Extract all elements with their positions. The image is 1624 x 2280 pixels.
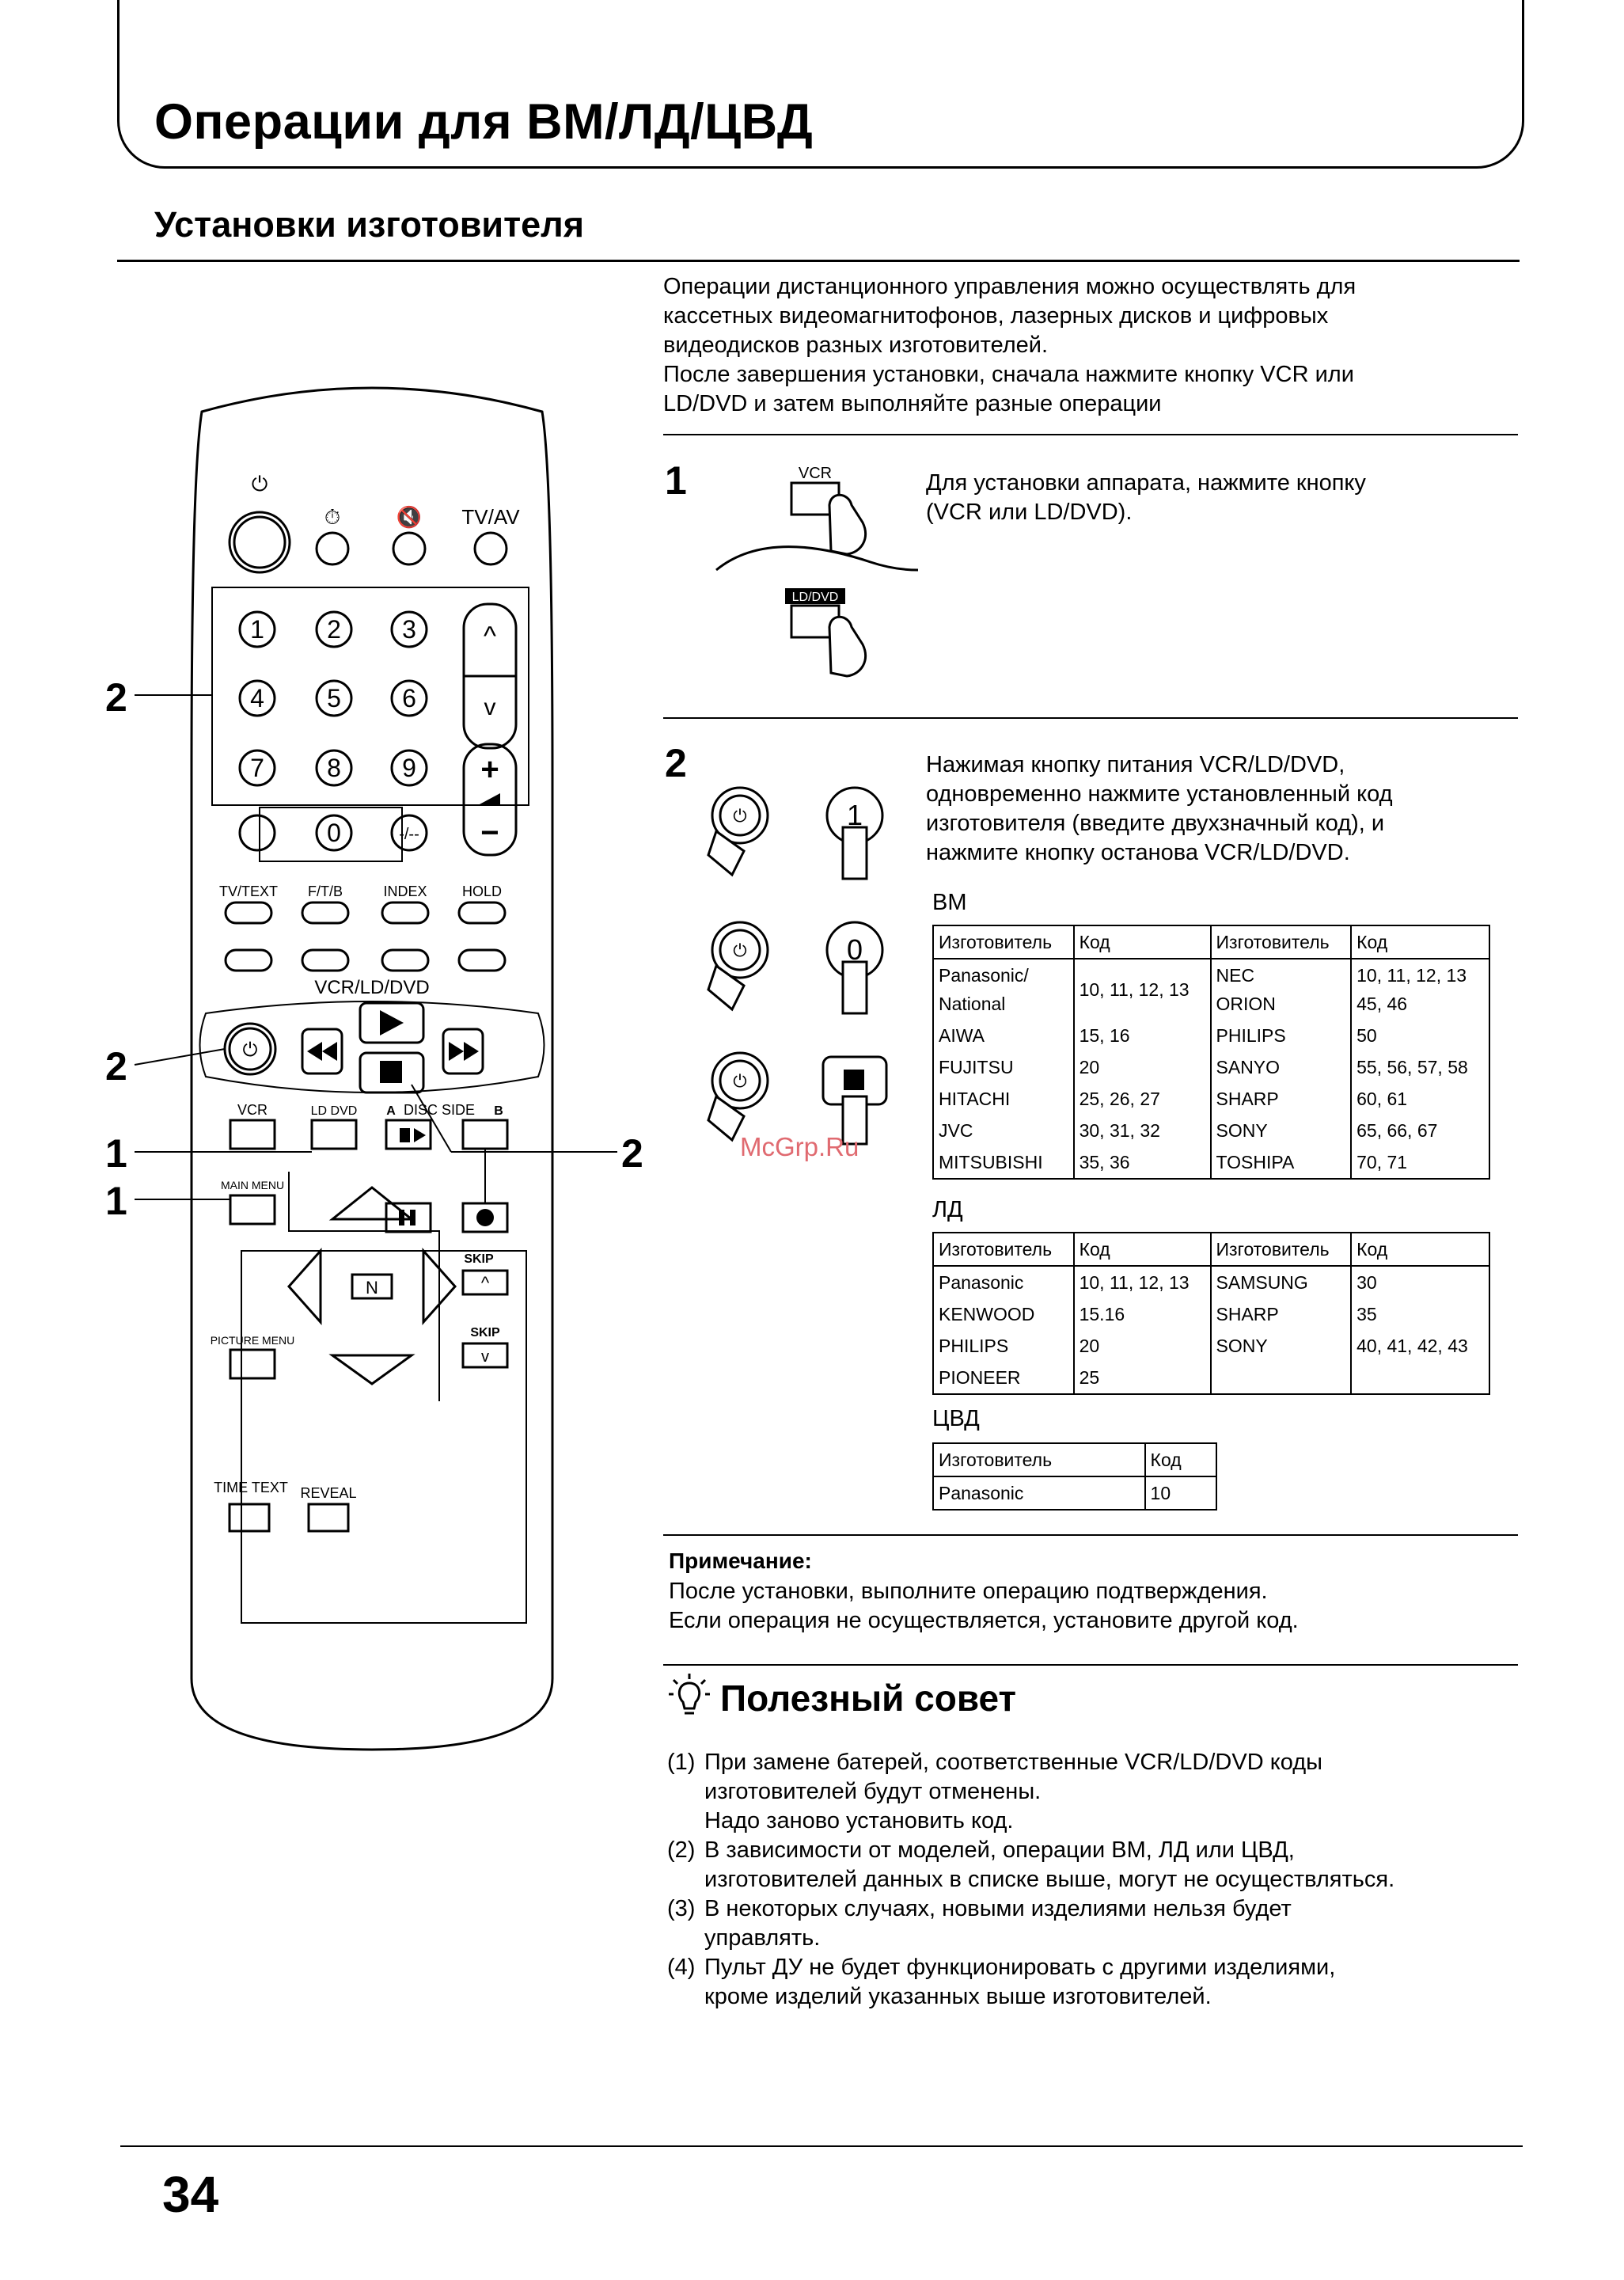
maker-cell: SHARP [1211,1083,1352,1115]
code-cell: 30, 31, 32 [1074,1115,1211,1146]
skip-down-label: v [481,1348,489,1366]
step2-rule [663,717,1518,719]
table-header: Изготовитель [933,1233,1074,1266]
table-row [933,1476,1216,1510]
hold-button [459,902,505,923]
stop-icon [380,1061,402,1083]
tip-line: Надо заново установить код. [704,1808,1014,1834]
tip-line: изготовителей данных в списке выше, могут не осуществляться. [704,1867,1395,1892]
ld-table-heading: ЛД [932,1197,963,1222]
record-icon [476,1209,494,1226]
callout-power: 2 [105,1044,127,1089]
maker-cell [1211,1362,1352,1394]
off-timer-button [317,533,348,564]
step1-text [926,469,1366,527]
maker-cell: PHILIPS [1211,1020,1352,1051]
step2-line: нажмите кнопку останова VCR/LD/DVD. [926,840,1350,865]
tv-av-button [475,533,507,564]
section-title: Установки изготовителя [154,204,584,245]
ftb-label: F/T/B [308,884,343,899]
vcr-code-table [932,925,1490,1180]
code-cell: 70, 71 [1351,1146,1489,1179]
yellow-button [382,950,428,971]
nav-left-button [289,1251,321,1322]
tv-av-label: TV/AV [461,505,520,529]
maker-cell: KENWOOD [933,1298,1074,1330]
power-symbol: ⏻ [251,472,268,496]
vcr-table-heading: ВМ [932,890,967,915]
pause-icon [410,1210,415,1226]
volume-down-label: − [480,815,499,850]
table-header: Код [1074,925,1211,959]
n-label: N [366,1278,378,1298]
digit-label: 1 [250,615,264,644]
note-rule [663,1534,1518,1536]
watermark: McGrp.Ru [740,1132,859,1161]
side-a-label: A [386,1104,396,1118]
tip-line: В некоторых случаях, новыми изделиями нельзя будет [704,1896,1292,1921]
pointing-hand-icon [829,495,866,554]
play-icon [380,1010,404,1036]
skip-up-label: ^ [480,1273,490,1293]
intro-line: После завершения установки, сначала нажмите кнопку VCR или [663,362,1354,387]
index-label: INDEX [383,884,427,899]
code-cell: 35, 36 [1074,1146,1211,1179]
maker-cell: AIWA [933,1020,1074,1051]
tip-line: В зависимости от моделей, операции ВМ, ЛД или ЦВД, [704,1837,1295,1863]
hold-label: HOLD [461,884,503,899]
digit-label: 8 [327,754,341,782]
reveal-label: REVEAL [300,1485,357,1501]
digit-label: 2 [327,615,341,644]
section-rule [117,260,1520,262]
tip-list [667,1748,1530,2012]
maker-cell: TOSHIPA [1211,1146,1352,1179]
off-timer-icon: ⏱ [324,505,341,529]
step1-line: Для установки аппарата, нажмите кнопку [926,470,1366,496]
skip-forward-label: SKIP [464,1252,494,1266]
step1-illustration [712,459,918,697]
code-cell: 15, 16 [1074,1020,1211,1051]
list-item [667,1894,1530,1953]
code-cell: 50 [1351,1020,1489,1051]
ftb-button [302,902,348,923]
power-symbol: ⏻ [733,806,747,826]
tip-line: При замене батерей, соответственные VCR/LD/DVD коды [704,1750,1322,1775]
tip-number: (3) [667,1896,696,1921]
fast-forward-icon [449,1042,479,1061]
vcr-ld-dvd-label: VCR/LD/DVD [314,977,430,998]
callout-stop: 2 [621,1131,643,1176]
code-cell: 10, 11, 12, 13 45, 46 [1351,959,1489,1020]
list-item [667,1953,1530,2012]
note-line: Если операция не осуществляется, установите другой код. [669,1608,1299,1633]
table-row [933,1362,1489,1394]
step1-lddvd-label: LD/DVD [791,591,839,604]
table-header: Код [1351,1233,1489,1266]
table-header: Код [1074,1233,1211,1266]
maker-cell: NEC ORION [1211,959,1352,1020]
maker-cell: Panasonic [933,1266,1074,1298]
step1-rule [663,434,1518,435]
pointing-hand-icon [708,1096,744,1140]
code-cell [1351,1362,1489,1394]
power-symbol: ⏻ [733,1071,747,1091]
tip-line: кроме изделий указанных выше изготовителей. [704,1984,1212,2009]
code-cell: 55, 56, 57, 58 [1351,1051,1489,1083]
code-cell: 10 [1145,1476,1216,1510]
volume-up-label: + [480,752,499,787]
note-text [669,1577,1299,1636]
step2-text [926,750,1393,868]
digit-label: 6 [402,684,416,712]
pointing-hand-icon [843,827,867,879]
maker-cell: SHARP [1211,1298,1352,1330]
table-row [933,1146,1489,1179]
table-row [933,1083,1489,1115]
table-row [933,1115,1489,1146]
ld-code-table [932,1232,1490,1395]
step2-line: Нажимая кнопку питания VCR/LD/DVD, [926,752,1345,777]
ld-dvd-button [312,1120,356,1149]
intro-line: LD/DVD и затем выполняйте разные операции [663,391,1162,416]
code-cell: 20 [1074,1330,1211,1362]
digit-label: 7 [250,754,264,782]
code-cell: 60, 61 [1351,1083,1489,1115]
play-pause-icon [400,1128,426,1142]
code-cell: 10, 11, 12, 13 [1074,1266,1211,1298]
index-button [382,902,428,923]
dash-label: -/-- [399,826,419,843]
time-text-button [230,1504,269,1531]
list-item [667,1748,1530,1836]
intro-text [663,272,1502,419]
maker-cell: SAMSUNG [1211,1266,1352,1298]
callout-numpad: 2 [105,675,127,720]
maker-cell: Panasonic/ National [933,959,1074,1020]
time-text-label: TIME TEXT [214,1480,288,1495]
reveal-button [309,1504,348,1531]
remote-control-illustration [95,380,665,1805]
channel-up-label: ^ [484,621,496,652]
power-button [230,512,290,572]
list-item [667,1836,1530,1894]
pointing-hand-icon [708,966,744,1009]
step2-number: 2 [665,741,687,785]
step1-line: (VCR или LD/DVD). [926,500,1133,525]
note-line: После установки, выполните операцию подтверждения. [669,1579,1268,1604]
table-header: Изготовитель [933,925,1074,959]
maker-cell: SONY [1211,1115,1352,1146]
power-symbol: ⏻ [733,940,747,960]
step1-number: 1 [665,458,687,503]
table-header: Изготовитель [933,1443,1145,1476]
code-cell: 15.16 [1074,1298,1211,1330]
blue-button [459,950,505,971]
maker-cell: SANYO [1211,1051,1352,1083]
tip-number: (1) [667,1750,696,1775]
table-header-row [933,925,1489,959]
code-cell: 35 [1351,1298,1489,1330]
vcr-label: VCR [237,1102,268,1118]
intro-line: кассетных видеомагнитофонов, лазерных дисков и цифровых [663,303,1329,329]
note-heading: Примечание: [669,1548,812,1573]
lightbulb-icon [667,1672,711,1721]
step2-line: изготовителя (введите двухзначный код), и [926,811,1385,836]
main-menu-label: MAIN MENU [220,1179,285,1191]
tip-heading: Полезный совет [720,1678,1017,1719]
side-b-label: B [494,1104,503,1118]
tip-rule [663,1664,1518,1666]
digit-label: 9 [402,754,416,782]
callout-ld-dvd: 1 [105,1131,127,1176]
skip-back-label: SKIP [470,1326,500,1340]
page-title: Операции для ВМ/ЛД/ЦВД [154,94,814,150]
tip-line: управлять. [704,1925,821,1951]
pointing-hand-icon [829,617,866,676]
table-header-row [933,1443,1216,1476]
channel-down-label: v [484,694,496,720]
code-cell: 10, 11, 12, 13 [1074,959,1211,1020]
dvd-code-table [932,1442,1217,1510]
tv-text-button [226,902,271,923]
maker-cell: JVC [933,1115,1074,1146]
digit-label: 5 [327,684,341,712]
stop-icon [844,1070,864,1090]
digit-label: 4 [250,684,264,712]
intro-line: видеодисков разных изготовителей. [663,332,1049,358]
vcr-power-symbol: ⏻ [242,1039,258,1061]
maker-cell: MITSUBISHI [933,1146,1074,1179]
step2-digit2: 0 [846,933,863,966]
nav-down-button [332,1355,412,1384]
table-header: Код [1351,925,1489,959]
tip-number: (4) [667,1955,696,1980]
picture-menu-label: PICTURE MENU [210,1334,295,1347]
step1-vcr-label: VCR [798,465,833,482]
code-cell: 20 [1074,1051,1211,1083]
page-number: 34 [162,2166,219,2223]
pointing-hand-icon [708,831,744,875]
maker-cell: HITACHI [933,1083,1074,1115]
maker-cell: PHILIPS [933,1330,1074,1362]
pointing-hand-icon [843,962,867,1013]
table-row [933,1020,1489,1051]
mute-icon: 🔇 [396,505,423,529]
tip-number: (2) [667,1837,696,1863]
table-row [933,1051,1489,1083]
table-row [933,1330,1489,1362]
code-cell: 25, 26, 27 [1074,1083,1211,1115]
footer-rule [120,2145,1523,2147]
maker-cell: SONY [1211,1330,1352,1362]
code-cell: 25 [1074,1362,1211,1394]
step2-line: одновременно нажмите установленный код [926,781,1393,807]
table-row [933,1298,1489,1330]
picture-menu-button [230,1350,275,1378]
main-menu-button [230,1195,275,1224]
intro-line: Операции дистанционного управления можно осуществлять для [663,274,1356,299]
maker-cell: Panasonic [933,1476,1145,1510]
code-cell: 65, 66, 67 [1351,1115,1489,1146]
table-header-row [933,1233,1489,1266]
disc-side-b-button [463,1120,507,1149]
rewind-icon [307,1042,337,1061]
step2-illustration [696,772,902,1168]
tip-line: Пульт ДУ не будет функционировать с другими изделиями, [704,1955,1336,1980]
disc-side-label: DISC SIDE [403,1102,476,1118]
table-row [933,1266,1489,1298]
tip-line: изготовителей будут отменены. [704,1779,1042,1804]
tv-text-label: TV/TEXT [218,884,279,899]
code-cell: 30 [1351,1266,1489,1298]
digit-label: 3 [402,615,416,644]
table-header: Изготовитель [1211,1233,1352,1266]
input-select-button [240,815,275,850]
table-header: Код [1145,1443,1216,1476]
table-header: Изготовитель [1211,925,1352,959]
callout-vcr: 1 [105,1179,127,1223]
remote-lower-panel [241,1251,526,1623]
red-button [226,950,271,971]
vcr-button [230,1120,275,1149]
code-cell: 40, 41, 42, 43 [1351,1330,1489,1362]
step2-digit1: 1 [846,799,863,831]
ld-dvd-label: LD DVD [310,1104,358,1118]
table-row [933,959,1489,1020]
maker-cell: FUJITSU [933,1051,1074,1083]
green-button [302,950,348,971]
mute-button [393,533,425,564]
maker-cell: PIONEER [933,1362,1074,1394]
dvd-table-heading: ЦВД [932,1406,980,1431]
digit-label: 0 [327,819,341,847]
